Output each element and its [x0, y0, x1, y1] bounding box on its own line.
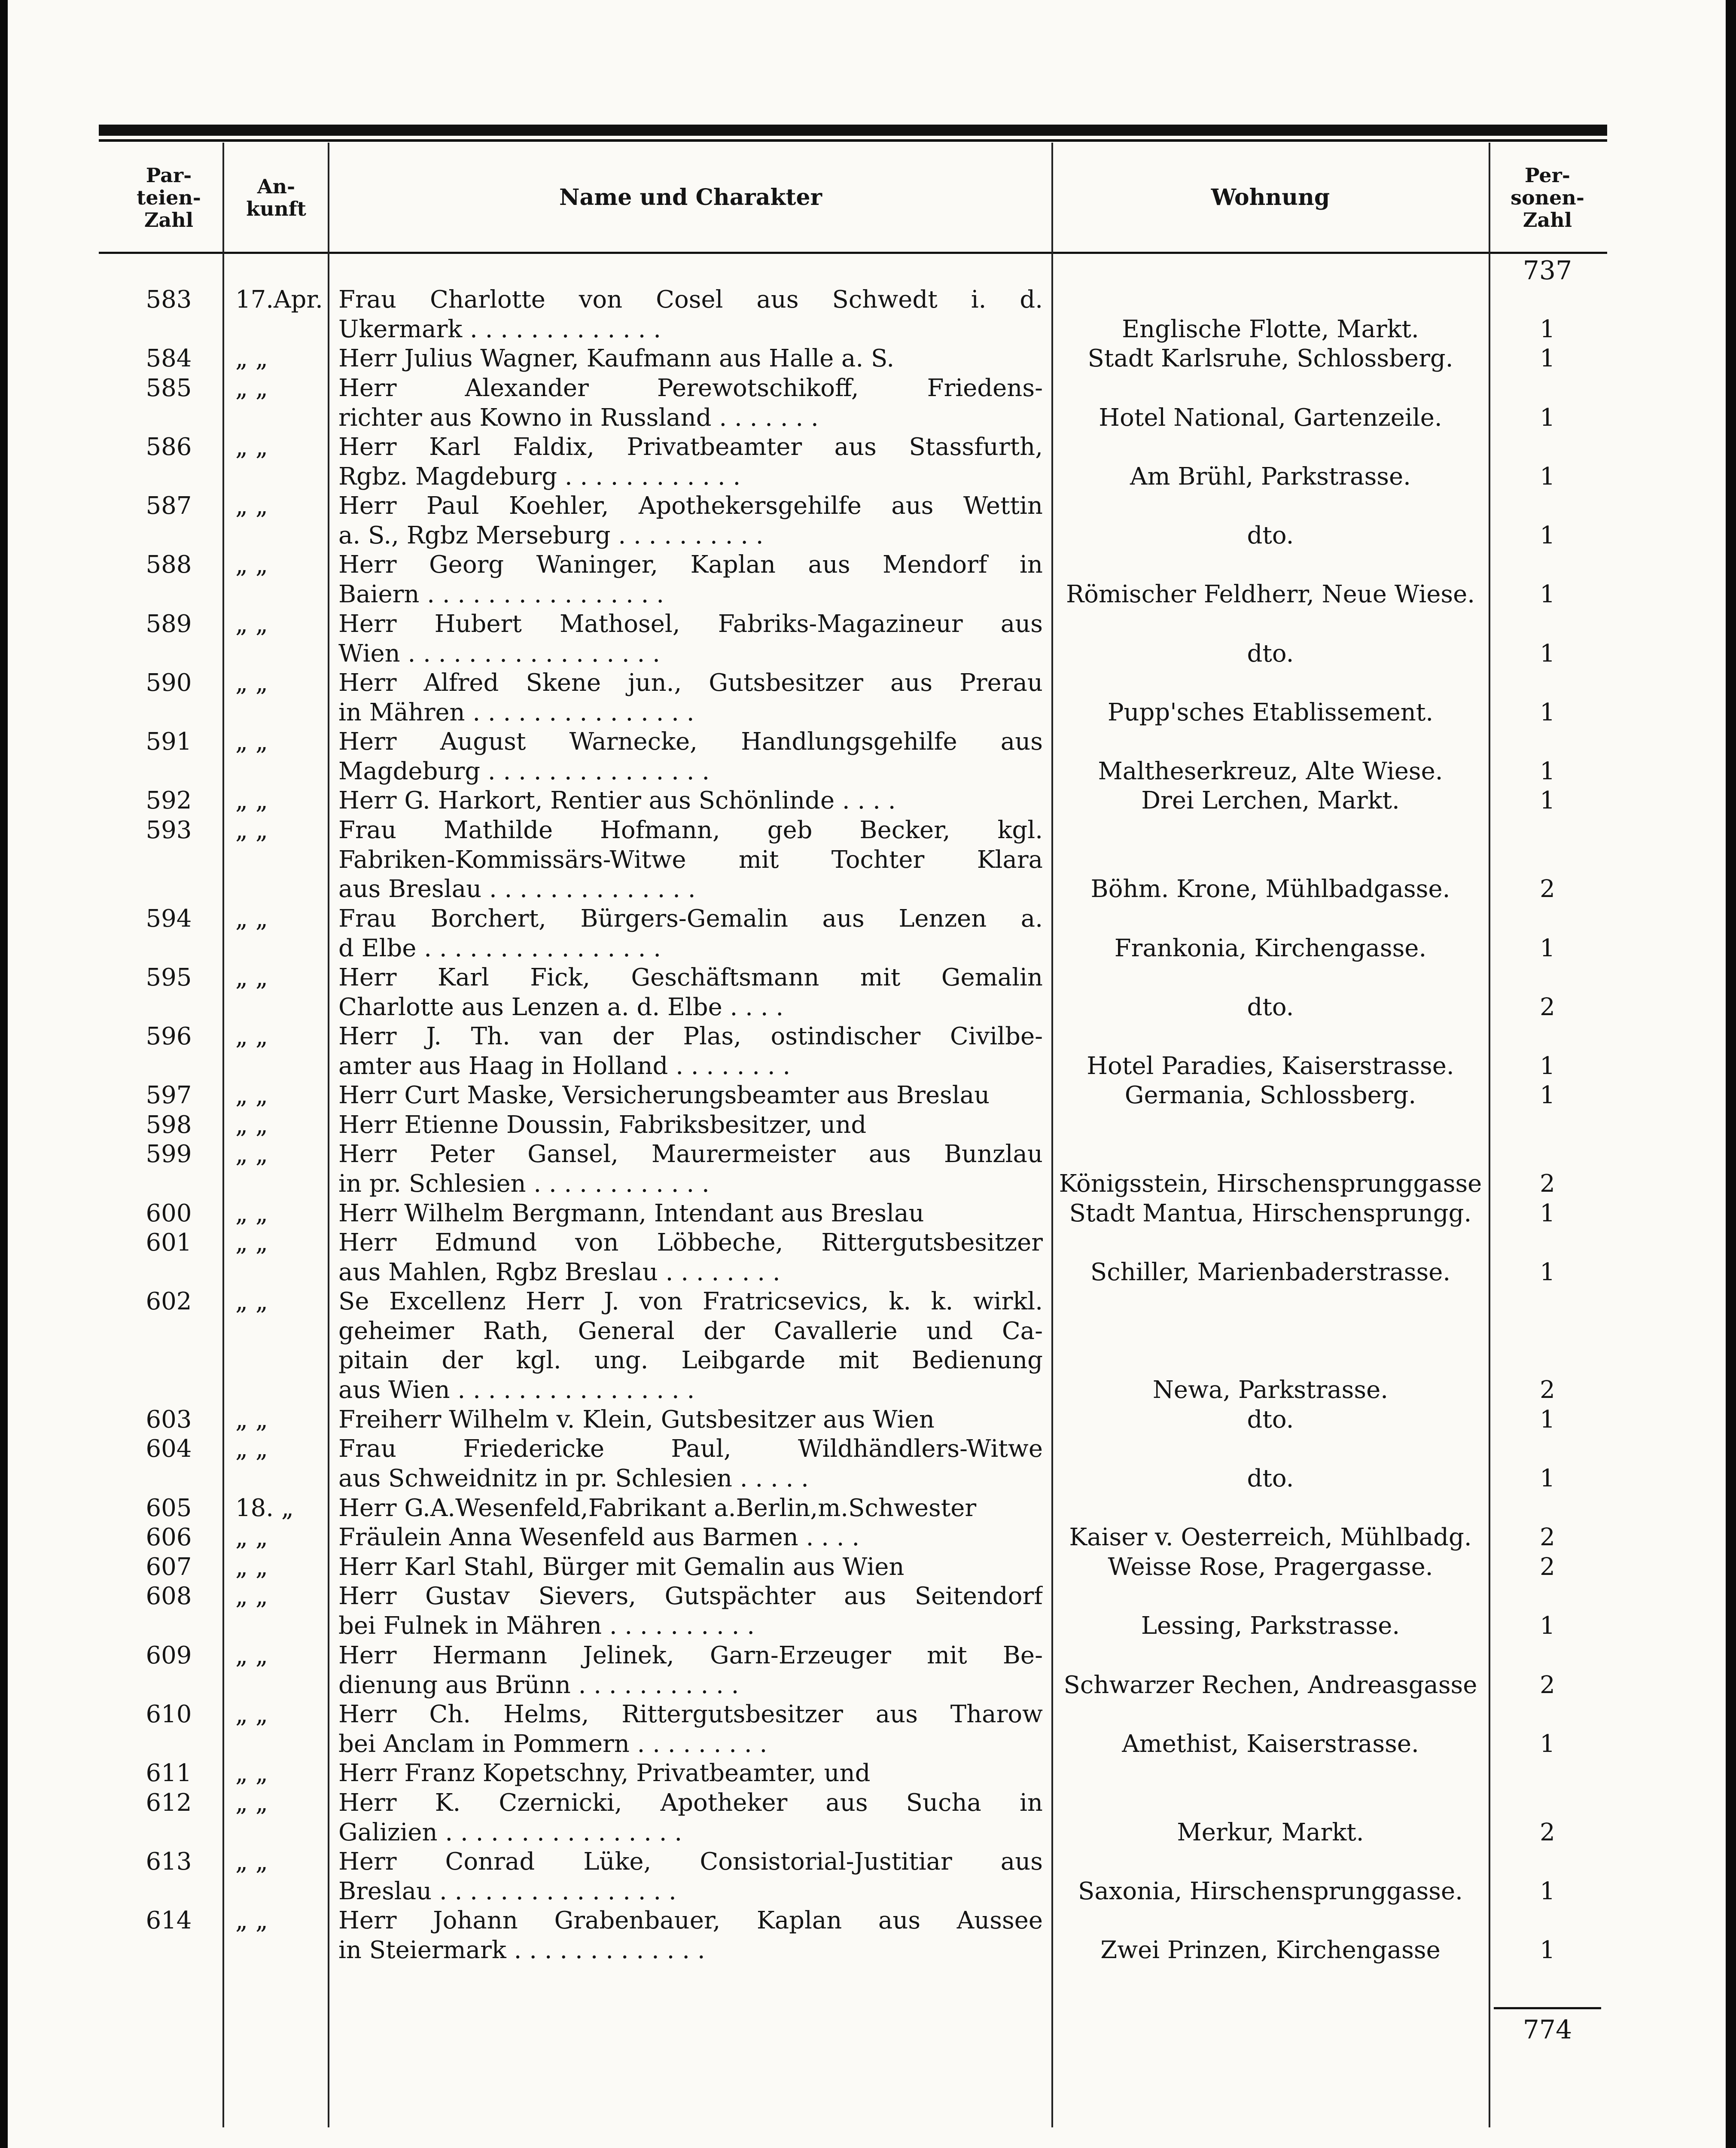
- name-line: bei Anclam in Pommern . . . . . . . . .: [338, 1730, 767, 1758]
- wohnung-value: Römischer Feldherr, Neue Wiese.: [1066, 580, 1475, 608]
- name-line: a. S., Rgbz Merseburg . . . . . . . . . .: [338, 522, 764, 549]
- name-line: Herr Hermann Jelinek, Garn-Erzeuger mit Be-: [338, 1642, 1043, 1669]
- personen-zahl: 1: [1540, 315, 1555, 343]
- name-line: Herr Georg Waninger, Kaplan aus Mendorf in: [338, 551, 1043, 579]
- ankunft-date: „ „: [235, 1523, 268, 1551]
- header-name-charakter: Name und Charakter: [559, 184, 822, 211]
- name-line: Herr G. Harkort, Rentier aus Schönlinde . . . .: [338, 787, 896, 815]
- wohnung-value: [1056, 1494, 1485, 1523]
- ankunft-date: „ „: [235, 1789, 268, 1817]
- name-line: Ukermark . . . . . . . . . . . . .: [338, 315, 661, 343]
- name-line: in pr. Schlesien . . . . . . . . . . . .: [338, 1170, 710, 1198]
- name-line: Fabriken-Kommissärs-Witwe mit Tochter Klara: [338, 846, 1043, 874]
- wohnung-value: Hotel National, Gartenzeile.: [1099, 404, 1442, 432]
- personen-zahl: [1498, 1494, 1597, 1523]
- name-line: Breslau . . . . . . . . . . . . . . . .: [338, 1877, 676, 1905]
- ankunft-date: „ „: [235, 374, 268, 402]
- personen-zahl: 1: [1540, 580, 1555, 608]
- name-line: richter aus Kowno in Russland . . . . . . .: [338, 404, 819, 432]
- name-line: Herr Edmund von Löbbeche, Rittergutsbesitzer: [338, 1229, 1043, 1257]
- parteien-zahl: 602: [146, 1288, 192, 1315]
- parteien-zahl: 611: [146, 1759, 192, 1787]
- parteien-zahl: 586: [146, 433, 192, 461]
- name-line: geheimer Rath, General der Cavallerie und Ca-: [338, 1317, 1043, 1345]
- wohnung-value: Stadt Karlsruhe, Schlossberg.: [1087, 345, 1453, 372]
- name-line: Rgbz. Magdeburg . . . . . . . . . . . .: [338, 463, 741, 491]
- name-line: Frau Mathilde Hofmann, geb Becker, kgl.: [338, 816, 1043, 844]
- name-line: pitain der kgl. ung. Leibgarde mit Bedienung: [338, 1346, 1043, 1374]
- name-line: Herr Peter Gansel, Maurermeister aus Bunzlau: [338, 1140, 1043, 1168]
- parteien-zahl: 614: [146, 1907, 192, 1934]
- wohnung-value: Königsstein, Hirschensprunggasse: [1059, 1170, 1482, 1198]
- personen-zahl: 1: [1540, 699, 1555, 726]
- ankunft-date: „ „: [235, 1907, 268, 1934]
- parteien-zahl: 595: [146, 964, 192, 992]
- name-line: Herr J. Th. van der Plas, ostindischer Civilbe-: [338, 1022, 1043, 1050]
- register-page: [8, 0, 1726, 2148]
- name-line: Frau Charlotte von Cosel aus Schwedt i. d.: [338, 286, 1043, 314]
- personen-zahl: 2: [1540, 1671, 1555, 1699]
- entries-list: [8, 0, 1726, 2148]
- name-line: Herr Julius Wagner, Kaufmann aus Halle a. S.: [338, 345, 895, 372]
- parteien-zahl: 608: [146, 1582, 192, 1610]
- total-rule: [1494, 2007, 1601, 2009]
- name-line: aus Wien . . . . . . . . . . . . . . . .: [338, 1376, 695, 1404]
- personen-zahl: 1: [1540, 787, 1555, 815]
- name-line: Frau Borchert, Bürgers-Gemalin aus Lenzen a.: [338, 905, 1043, 933]
- name-line: Herr G.A.Wesenfeld,Fabrikant a.Berlin,m.Schwester: [338, 1494, 977, 1522]
- name-line: Herr Hubert Mathosel, Fabriks-Magazineur aus: [338, 610, 1043, 638]
- page-total: 774: [1523, 2015, 1572, 2045]
- parteien-zahl: 588: [146, 551, 192, 579]
- parteien-zahl: 587: [146, 492, 192, 520]
- ankunft-date: „ „: [235, 816, 268, 844]
- personen-zahl: 1: [1540, 1406, 1555, 1434]
- name-line: Herr Wilhelm Bergmann, Intendant aus Breslau: [338, 1199, 924, 1227]
- ankunft-date: „ „: [235, 551, 268, 579]
- ankunft-date: „ „: [235, 1642, 268, 1669]
- ankunft-date: 18. „: [235, 1494, 294, 1522]
- personen-zahl: 1: [1540, 1258, 1555, 1286]
- parteien-zahl: 593: [146, 816, 192, 844]
- wohnung-value: Maltheserkreuz, Alte Wiese.: [1098, 757, 1443, 785]
- personen-zahl: 1: [1540, 345, 1555, 372]
- wohnung-value: Hotel Paradies, Kaiserstrasse.: [1087, 1052, 1454, 1080]
- personen-zahl: 1: [1540, 522, 1555, 549]
- name-line: Baiern . . . . . . . . . . . . . . . .: [338, 580, 664, 608]
- ankunft-date: „ „: [235, 1435, 268, 1463]
- header-wohnung: Wohnung: [1211, 184, 1330, 211]
- personen-zahl: 1: [1540, 1612, 1555, 1640]
- name-line: Frau Friedericke Paul, Wildhändlers-Witwe: [338, 1435, 1043, 1463]
- ankunft-date: „ „: [235, 1022, 268, 1050]
- name-line: Herr Conrad Lüke, Consistorial-Justitiar aus: [338, 1848, 1043, 1876]
- personen-zahl: 1: [1540, 404, 1555, 432]
- ankunft-date: „ „: [235, 610, 268, 638]
- ankunft-date: „ „: [235, 1406, 268, 1434]
- personen-zahl: [1498, 1111, 1597, 1139]
- name-line: Herr Alexander Perewotschikoff, Friedens-: [338, 374, 1043, 402]
- personen-zahl: 2: [1540, 993, 1555, 1021]
- header-parteien-zahl: Par- teien- Zahl: [137, 164, 201, 232]
- name-line: Herr Alfred Skene jun., Gutsbesitzer aus Prerau: [338, 669, 1043, 697]
- parteien-zahl: 604: [146, 1435, 192, 1463]
- wohnung-value: Lessing, Parkstrasse.: [1141, 1612, 1400, 1640]
- ankunft-date: „ „: [235, 1582, 268, 1610]
- name-line: amter aus Haag in Holland . . . . . . . .: [338, 1052, 791, 1080]
- personen-zahl: [1498, 1759, 1597, 1788]
- personen-zahl: 2: [1540, 1553, 1555, 1581]
- name-line: aus Schweidnitz in pr. Schlesien . . . . .: [338, 1465, 809, 1492]
- parteien-zahl: 592: [146, 787, 192, 815]
- personen-zahl: 1: [1540, 1730, 1555, 1758]
- wohnung-value: Zwei Prinzen, Kirchengasse: [1100, 1936, 1441, 1964]
- parteien-zahl: 610: [146, 1700, 192, 1728]
- name-line: Herr Franz Kopetschny, Privatbeamter, und: [338, 1759, 871, 1787]
- wohnung-value: Kaiser v. Oesterreich, Mühlbadg.: [1069, 1523, 1472, 1551]
- wohnung-value: dto.: [1247, 522, 1294, 549]
- personen-zahl: 1: [1540, 1081, 1555, 1109]
- name-line: Herr K. Czernicki, Apotheker aus Sucha in: [338, 1789, 1043, 1817]
- name-line: bei Fulnek in Mähren . . . . . . . . . .: [338, 1612, 755, 1640]
- wohnung-value: Am Brühl, Parkstrasse.: [1130, 463, 1411, 491]
- wohnung-value: Merkur, Markt.: [1177, 1818, 1364, 1846]
- ankunft-date: „ „: [235, 1199, 268, 1227]
- ankunft-date: 17.Apr.: [235, 286, 323, 314]
- name-line: d Elbe . . . . . . . . . . . . . . . .: [338, 934, 661, 962]
- name-line: Herr Curt Maske, Versicherungsbeamter aus Breslau: [338, 1081, 990, 1109]
- parteien-zahl: 597: [146, 1081, 192, 1109]
- personen-zahl: 1: [1540, 463, 1555, 491]
- wohnung-value: Amethist, Kaiserstrasse.: [1122, 1730, 1419, 1758]
- ankunft-date: „ „: [235, 1759, 268, 1787]
- parteien-zahl: 591: [146, 728, 192, 756]
- name-line: Se Excellenz Herr J. von Fratricsevics, k. k. wirkl.: [338, 1288, 1043, 1315]
- wohnung-value: Stadt Mantua, Hirschensprungg.: [1069, 1199, 1472, 1227]
- personen-zahl: 1: [1540, 1052, 1555, 1080]
- name-line: Herr Karl Stahl, Bürger mit Gemalin aus Wien: [338, 1553, 905, 1581]
- parteien-zahl: 598: [146, 1111, 192, 1139]
- ankunft-date: „ „: [235, 1848, 268, 1876]
- name-line: Herr Johann Grabenbauer, Kaplan aus Aussee: [338, 1907, 1043, 1934]
- wohnung-value: dto.: [1247, 640, 1294, 668]
- personen-zahl: 1: [1540, 757, 1555, 785]
- parteien-zahl: 609: [146, 1642, 192, 1669]
- personen-zahl: 1: [1540, 1877, 1555, 1905]
- parteien-zahl: 583: [146, 286, 192, 314]
- name-line: Herr Etienne Doussin, Fabriksbesitzer, und: [338, 1111, 867, 1139]
- name-line: Magdeburg . . . . . . . . . . . . . . .: [338, 757, 710, 785]
- name-line: dienung aus Brünn . . . . . . . . . . .: [338, 1671, 739, 1699]
- ankunft-date: „ „: [235, 1229, 268, 1257]
- parteien-zahl: 607: [146, 1553, 192, 1581]
- name-line: Herr Karl Fick, Geschäftsmann mit Gemalin: [338, 964, 1043, 992]
- wohnung-value: Newa, Parkstrasse.: [1152, 1376, 1389, 1404]
- name-line: Herr Karl Faldix, Privatbeamter aus Stassfurth,: [338, 433, 1043, 461]
- ankunft-date: „ „: [235, 964, 268, 992]
- wohnung-value: Frankonia, Kirchengasse.: [1114, 934, 1427, 962]
- personen-zahl: 2: [1540, 1818, 1555, 1846]
- ankunft-date: „ „: [235, 905, 268, 933]
- personen-zahl: 1: [1540, 640, 1555, 668]
- parteien-zahl: 603: [146, 1406, 192, 1434]
- parteien-zahl: 599: [146, 1140, 192, 1168]
- personen-zahl: 2: [1540, 1376, 1555, 1404]
- personen-zahl: 1: [1540, 1936, 1555, 1964]
- wohnung-value: Schiller, Marienbaderstrasse.: [1090, 1258, 1451, 1286]
- ankunft-date: „ „: [235, 1081, 268, 1109]
- wohnung-value: Schwarzer Rechen, Andreasgasse: [1063, 1671, 1477, 1699]
- wohnung-value: Weisse Rose, Pragergasse.: [1108, 1553, 1433, 1581]
- header-ankunft: An- kunft: [246, 175, 306, 220]
- parteien-zahl: 590: [146, 669, 192, 697]
- ankunft-date: „ „: [235, 433, 268, 461]
- name-line: Herr August Warnecke, Handlungsgehilfe aus: [338, 728, 1043, 756]
- header-personen-zahl: Per- sonen- Zahl: [1511, 164, 1584, 232]
- wohnung-value: Böhm. Krone, Mühlbadgasse.: [1090, 875, 1450, 903]
- name-line: Herr Paul Koehler, Apothekersgehilfe aus Wettin: [338, 492, 1043, 520]
- ankunft-date: „ „: [235, 492, 268, 520]
- parteien-zahl: 589: [146, 610, 192, 638]
- name-line: Herr Gustav Sievers, Gutspächter aus Seitendorf: [338, 1582, 1043, 1610]
- parteien-zahl: 596: [146, 1022, 192, 1050]
- ankunft-date: „ „: [235, 1288, 268, 1315]
- name-line: Fräulein Anna Wesenfeld aus Barmen . . . .: [338, 1523, 860, 1551]
- name-line: aus Breslau . . . . . . . . . . . . . .: [338, 875, 696, 903]
- name-line: in Steiermark . . . . . . . . . . . . .: [338, 1936, 705, 1964]
- ankunft-date: „ „: [235, 669, 268, 697]
- personen-zahl: 2: [1540, 1170, 1555, 1198]
- personen-zahl: 2: [1540, 875, 1555, 903]
- personen-zahl: 1: [1540, 1465, 1555, 1492]
- wohnung-value: Saxonia, Hirschensprunggasse.: [1078, 1877, 1463, 1905]
- ankunft-date: „ „: [235, 1553, 268, 1581]
- ankunft-date: „ „: [235, 1700, 268, 1728]
- parteien-zahl: 605: [146, 1494, 192, 1522]
- ankunft-date: „ „: [235, 345, 268, 372]
- ankunft-date: „ „: [235, 1140, 268, 1168]
- name-line: Wien . . . . . . . . . . . . . . . . .: [338, 640, 660, 668]
- wohnung-value: dto.: [1247, 993, 1294, 1021]
- carry-over-total: 737: [1523, 256, 1572, 286]
- name-line: in Mähren . . . . . . . . . . . . . . .: [338, 699, 694, 726]
- personen-zahl: 2: [1540, 1523, 1555, 1551]
- wohnung-value: Englische Flotte, Markt.: [1122, 315, 1419, 343]
- wohnung-value: dto.: [1247, 1465, 1294, 1492]
- parteien-zahl: 585: [146, 374, 192, 402]
- ankunft-date: „ „: [235, 728, 268, 756]
- wohnung-value: [1056, 1111, 1485, 1139]
- name-line: aus Mahlen, Rgbz Breslau . . . . . . . .: [338, 1258, 780, 1286]
- parteien-zahl: 612: [146, 1789, 192, 1817]
- parteien-zahl: 613: [146, 1848, 192, 1876]
- name-line: Galizien . . . . . . . . . . . . . . . .: [338, 1818, 682, 1846]
- wohnung-value: dto.: [1247, 1406, 1294, 1434]
- ankunft-date: „ „: [235, 787, 268, 815]
- parteien-zahl: 594: [146, 905, 192, 933]
- parteien-zahl: 584: [146, 345, 192, 372]
- name-line: Charlotte aus Lenzen a. d. Elbe . . . .: [338, 993, 784, 1021]
- parteien-zahl: 606: [146, 1523, 192, 1551]
- wohnung-value: Drei Lerchen, Markt.: [1141, 787, 1400, 815]
- wohnung-value: Germania, Schlossberg.: [1124, 1081, 1416, 1109]
- parteien-zahl: 600: [146, 1199, 192, 1227]
- name-line: Freiherr Wilhelm v. Klein, Gutsbesitzer aus Wien: [338, 1406, 935, 1434]
- ankunft-date: „ „: [235, 1111, 268, 1139]
- parteien-zahl: 601: [146, 1229, 192, 1257]
- wohnung-value: [1056, 1759, 1485, 1788]
- personen-zahl: 1: [1540, 934, 1555, 962]
- wohnung-value: Pupp'sches Etablissement.: [1107, 699, 1434, 726]
- personen-zahl: 1: [1540, 1199, 1555, 1227]
- name-line: Herr Ch. Helms, Rittergutsbesitzer aus Tharow: [338, 1700, 1043, 1728]
